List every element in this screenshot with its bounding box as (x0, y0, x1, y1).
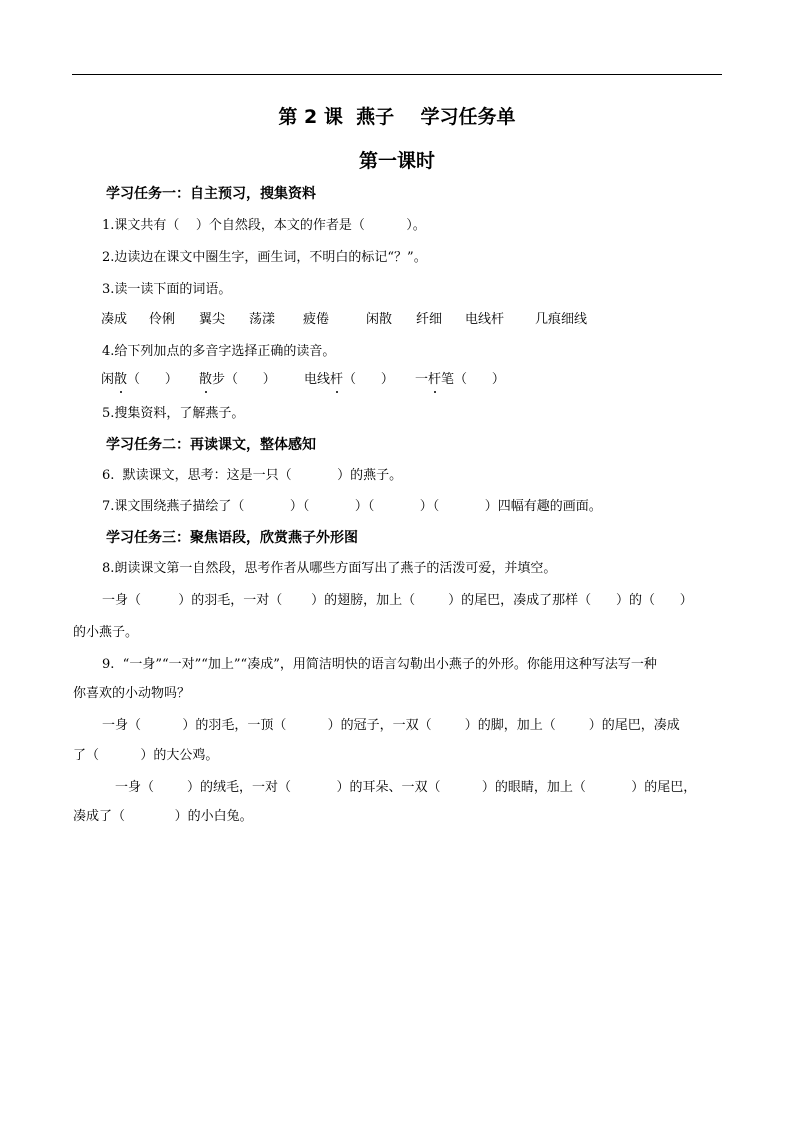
example-1-line-2: 了（ ）的大公鸡。 (73, 748, 219, 763)
question-1: 1.课文共有（ ）个自然段，本文的作者是（ ）。 (102, 218, 426, 233)
word-7: 纤细 (416, 312, 443, 327)
polyphone-item: 一杆笔（ ） (415, 372, 505, 387)
question-6: 6. 默读课文，思考：这是一只（ ）的燕子。 (102, 468, 403, 483)
example-2-line-1: 一身（ ）的绒毛，一对（ ）的耳朵、一双（ ）的眼睛，加上（ ）的尾巴， (115, 780, 697, 795)
polyphone-item: 闲散（ ） (101, 372, 178, 387)
word-9: 几痕细线 (535, 312, 588, 327)
task1-heading: 学习任务一：自主预习，搜集资料 (106, 186, 316, 202)
example-2-line-2: 凑成了（ ）的小白兔。 (73, 809, 253, 824)
word-4: 荡漾 (249, 312, 276, 327)
word-2: 伶俐 (149, 312, 176, 327)
word-8: 电线杆 (465, 312, 505, 327)
question-8-fill-line-2: 的小燕子。 (73, 625, 139, 640)
question-5: 5.搜集资料，了解燕子。 (102, 406, 245, 421)
task2-heading: 学习任务二：再读课文，整体感知 (106, 437, 316, 453)
page-title: 第 2 课 燕子 学习任务单 (278, 106, 516, 128)
question-3: 3.读一读下面的词语。 (102, 282, 232, 297)
question-2: 2.边读边在课文中圈生字，画生词，不明白的标记“？”。 (102, 250, 427, 265)
word-3: 翼尖 (199, 312, 226, 327)
header-rule (72, 74, 722, 75)
word-1: 凑成 (101, 312, 128, 327)
polyphone-item: 电线杆（ ） (304, 372, 394, 387)
question-8: 8.朗读课文第一自然段，思考作者从哪些方面写出了燕子的活泼可爱，并填空。 (102, 561, 557, 576)
question-9-line-2: 你喜欢的小动物吗？ (73, 686, 191, 701)
task3-heading: 学习任务三：聚焦语段，欣赏燕子外形图 (106, 530, 358, 546)
word-5: 疲倦 (303, 312, 330, 327)
question-7: 7.课文围绕燕子描绘了（ ）（ ）（ ）（ ）四幅有趣的画面。 (102, 499, 602, 514)
page-subtitle: 第一课时 (358, 150, 435, 172)
question-8-fill-line-1: 一身（ ）的羽毛，一对（ ）的翅膀，加上（ ）的尾巴，凑成了那样（ ）的（ ） (102, 593, 693, 608)
word-6: 闲散 (366, 312, 393, 327)
example-1-line-1: 一身（ ）的羽毛，一顶（ ）的冠子，一双（ ）的脚，加上（ ）的尾巴，凑成 (102, 718, 680, 733)
question-9-line-1: 9. “一身”“一对”“加上”“凑成”，用简洁明快的语言勾勒出小燕子的外形。你能用这种写法写一种 (102, 657, 657, 672)
polyphone-item: 散步（ ） (199, 372, 276, 387)
question-4: 4.给下列加点的多音字选择正确的读音。 (102, 344, 336, 359)
